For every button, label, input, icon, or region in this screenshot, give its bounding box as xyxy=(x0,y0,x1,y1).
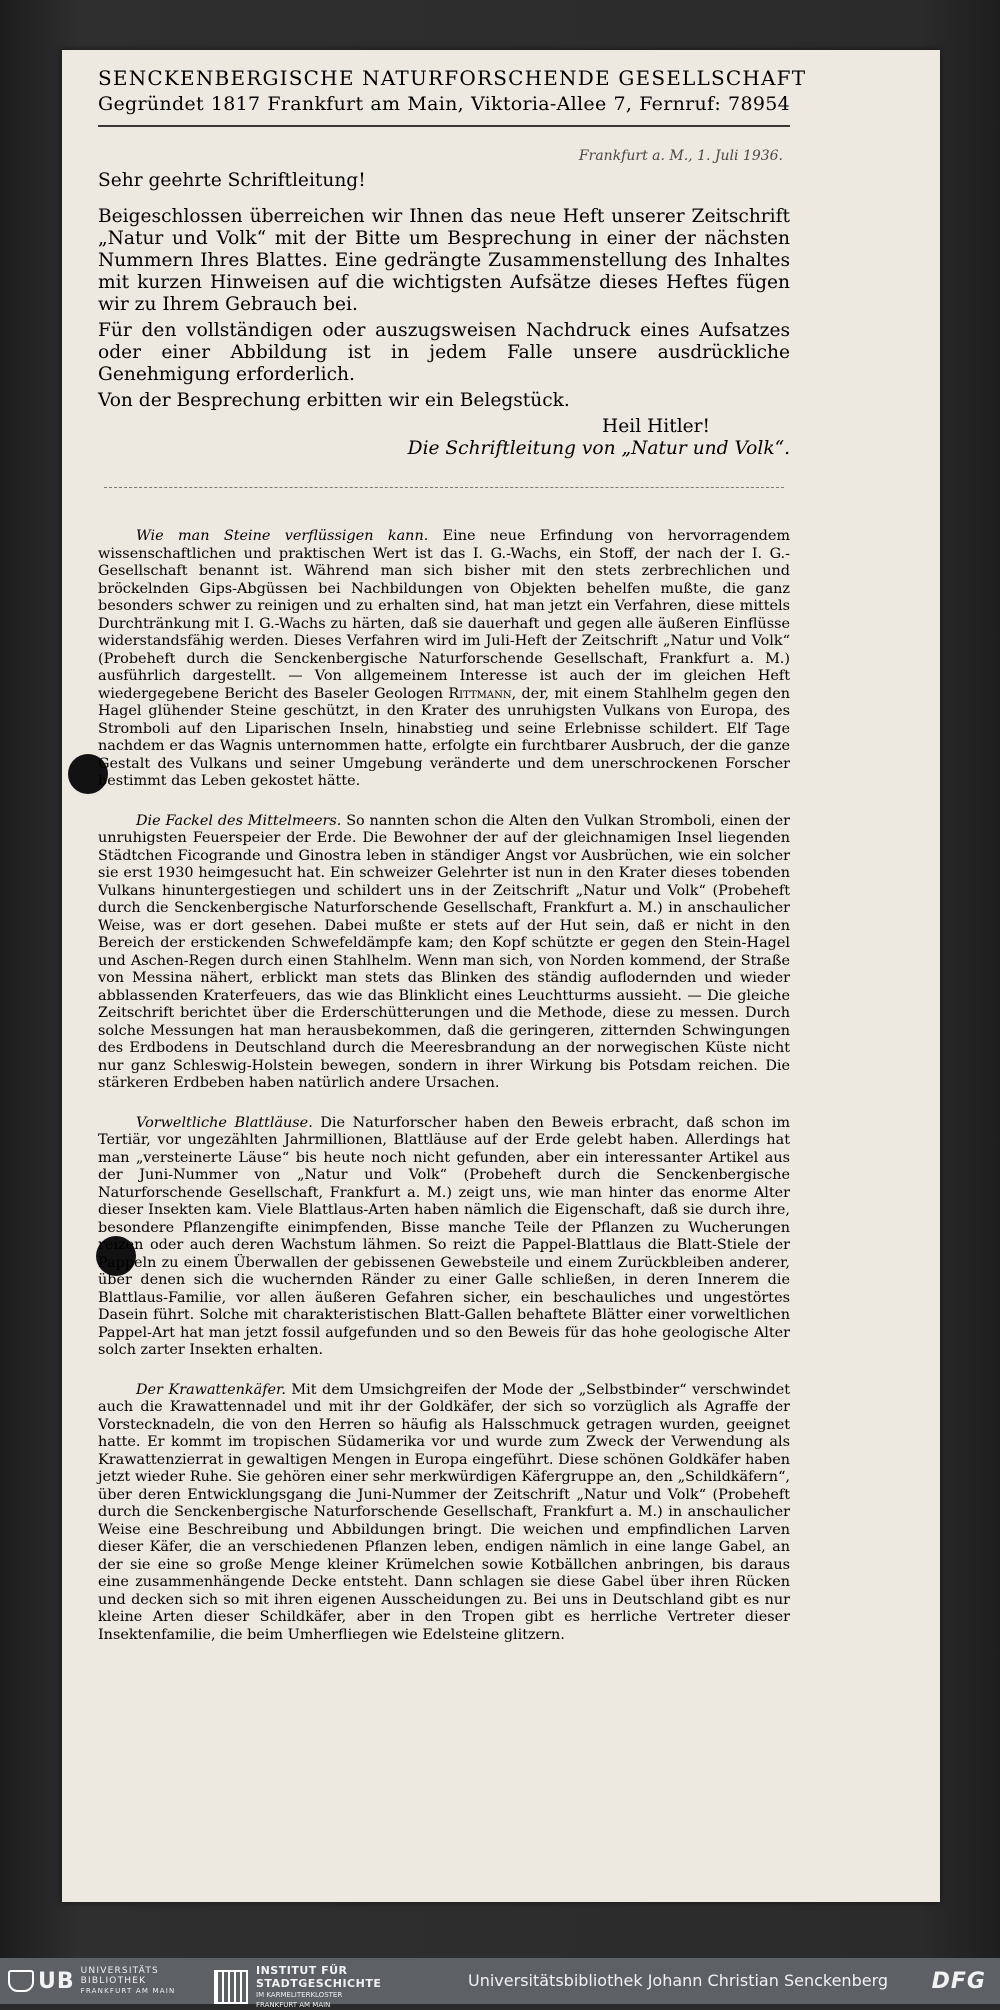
article-blattlaeuse xyxy=(98,1115,790,1360)
ub-line: FRANKFURT AM MAIN xyxy=(80,1987,176,1995)
ub-logo-text: UB xyxy=(38,1968,75,1994)
dashed-separator xyxy=(104,487,784,488)
letter-greeting: Sehr geehrte Schriftleitung! xyxy=(98,170,366,191)
dfg-logo[interactable]: DFG xyxy=(931,1969,986,1994)
ub-logo[interactable] xyxy=(8,1966,175,1996)
article-heading: Vorweltliche Blattläuse. xyxy=(136,1114,313,1131)
stadtgeschichte-lines xyxy=(256,1964,381,2010)
letter-signature: Die Schriftleitung von „Natur und Volk“. xyxy=(407,438,790,459)
letter-body xyxy=(98,170,790,460)
letter-paragraph: Für den vollständigen oder auszugsweisen Nachdruck eines Aufsatzes oder einer Abbildung ist in jedem Falle unsere ausdrückliche Genehmigung erforderlich. xyxy=(98,320,790,385)
article-heading: Wie man Steine verflüssigen kann. xyxy=(136,528,429,544)
ub-line: UNIVERSITÄTS xyxy=(80,1966,159,1976)
society-address: Gegründet 1817 Frankfurt am Main, Viktoria-Allee 7, Fernruf: 78954 xyxy=(98,93,790,115)
ub-line: BIBLIOTHEK xyxy=(80,1976,147,1986)
letter-paragraph: Beigeschlossen überreichen wir Ihnen das neue Heft unserer Zeitschrift „Natur und Volk“ mit der Bitte um Besprechung in einer der nächsten Nummern Ihres Blattes. Eine gedrängte Zusammenstellung des Inhaltes mit kurzen Hinweisen auf die wichtigsten Aufsätze dieses Heftes fügen wir zu Ihrem Gebrauch bei. xyxy=(98,206,790,315)
stadtgeschichte-logo[interactable] xyxy=(214,1964,381,2010)
inst-line: FRANKFURT AM MAIN xyxy=(256,2001,331,2009)
letter-date: Frankfurt a. M., 1. Juli 1936. xyxy=(578,148,783,164)
book-icon xyxy=(8,1970,34,1992)
article-text: Die Naturforscher haben den Beweis erbracht, daß schon im Tertiär, vor ungezählten Jahrmillionen, Blattläuse auf der Erde gelebt haben. Allerdings hat man „versteinerte Läuse“ bis heute noch nicht gefunden, aber ein interessanter Artikel aus der Juni-Nummer von „Natur und Volk“ (Probeheft durch die Senckenbergische Naturforschende Gesellschaft, Frankfurt a. M.) zeigt uns, wie man hinter das enorme Alter dieser Insekten kam. Viele Blattlaus-Arten haben nämlich die Eigenschaft, daß sie durch ihre, besondere Pflanzengifte einimpfenden, Bisse manche Teile der Pflanzen zu Wucherungen reizen oder auch deren Wachstum lähmen. So reizt die Pappel-Blattlaus die Blatt-Stiele der Pappeln zu einem Überwallen der gebissenen Gewebsteile und einem Zurückbleiben anderer, über denen sich die wuchernden Ränder zu einer Galle schließen, in deren Innerem die Blattlaus-Familie, vor allen äußeren Gefahren sicher, ein beschauliches und ungestörtes Dasein führt. Solche mit charakteristischen Blatt-Gallen behaftete Blätter einer vorweltlichen Pappel-Art hat man jetzt fossil aufgefunden und so den Beweis für das hohe geologische Alter solch zarter Insekten erhalten. xyxy=(98,1114,790,1358)
society-name: SENCKENBERGISCHE NATURFORSCHENDE GESELLSCHAFT xyxy=(98,66,807,90)
letterhead xyxy=(98,66,807,127)
columns-icon xyxy=(214,1970,248,2004)
article-text: So nannten schon die Alten den Vulkan Stromboli, einen der unruhigsten Feuerspeier der Erde. Die Bewohner der auf der gleichnamigen Insel liegenden Städtchen Ficogrande und Ginostra leben in ständiger Angst vor Ausbrüchen, wie ein solcher sie erst 1930 heimgesucht hat. Ein schweizer Gelehrter ist nun in den Krater dieses tobenden Vulkans hinuntergestiegen und schildert uns in der Zeitschrift „Natur und Volk“ (Probeheft durch die Senckenbergische Naturforschende Gesellschaft, Frankfurt a. M.) in anschaulicher Weise, was er dort gesehen. Dabei mußte er stets auf der Hut sein, daß er nicht in den Bereich der erstickenden Schwefeldämpfe kam; den Kopf schützte er gegen den Stein-Hagel und Aschen-Regen durch einen Stahlhelm. Wenn man sich, von Norden kommend, der Straße von Messina nähert, erblickt man stets das Blinken des ständig auflodernden und wieder abblassenden Kraterfeuers, das wie das Blinklicht eines Leuchtturms aussieht. — Die gleiche Zeitschrift berichtet über die Erderschütterungen und die Methode, diese zu messen. Durch solche Messungen hat man herausbekommen, daß die geringeren, zitternden Schwingungen des Erdbodens in Deutschland durch die Meeresbrandung an der norwegischen Küste nicht nur ganz Schleswig-Holstein bewegen, sondern in ihrer Wirkung bis Potsdam reichen. Die stärkeren Erdbeben haben natürlich andere Ursachen. xyxy=(98,812,790,1091)
library-name: Universitätsbibliothek Johann Christian Senckenberg xyxy=(468,1971,889,1990)
article-summaries xyxy=(98,528,790,1666)
inst-line: IM KARMELITERKLOSTER xyxy=(256,1991,343,1999)
letterhead-rule xyxy=(98,125,790,127)
article-person-name: Rittmann xyxy=(448,685,512,702)
article-fackel xyxy=(98,813,790,1093)
letter-closing: Heil Hitler! xyxy=(602,416,710,437)
article-krawattenkaefer xyxy=(98,1382,790,1645)
inst-line: STADTGESCHICHTE xyxy=(256,1977,382,1990)
article-heading: Der Krawattenkäfer. xyxy=(136,1381,286,1398)
inst-line: INSTITUT FÜR xyxy=(256,1964,348,1977)
ub-logo-lines xyxy=(81,1966,176,1996)
article-heading: Die Fackel des Mittelmeers. xyxy=(136,812,342,829)
article-steine xyxy=(98,528,790,791)
article-text: , der, mit einem Stahlhelm gegen den Hagel glühender Steine geschützt, in den Krater des unruhigsten Vulkans von Europa, des Stromboli auf den Liparischen Inseln, hinabstieg und seine Erlebnisse schildert. Elf Tage nachdem er das Wagnis unternommen hatte, erfolgte ein furchtbarer Ausbruch, der die ganze Gestalt des Vulkans und seiner Umgebung veränderte und dem unerschrockenen Forscher bestimmt das Leben gekostet hätte. xyxy=(98,685,790,789)
article-text: Eine neue Erfindung von hervorragendem wissenschaftlichen und praktischen Wert ist das I. G.-Wachs, ein Stoff, der nach der I. G.-Gesellschaft benannt ist. Während man sich bisher mit den stets zerbrechlichen und bröckelnden Gips-Abgüssen bei Nachbildungen von Objekten behelfen mußte, die ganz besonders schwer zu reinigen und zu erhalten sind, hat man jetzt ein Verfahren, diese mittels Durchtränkung mit I. G.-Wachs zu härten, daß sie dauerhaft und gegen alle äußeren Einflüsse widerstandsfähig werden. Dieses Verfahren wird im Juli-Heft der Zeitschrift „Natur und Volk“ (Probeheft durch die Senckenbergische Naturforschende Gesellschaft, Frankfurt a. M.) ausführlich dargestellt. — Von allgemeinem Interesse ist auch der im gleichen Heft wiedergegebene Bericht des Baseler Geologen xyxy=(98,528,790,702)
letter-paragraph: Von der Besprechung erbitten wir ein Belegstück. xyxy=(98,390,570,411)
viewer-footer xyxy=(0,1958,1000,2009)
article-text: Mit dem Umsichgreifen der Mode der „Selbstbinder“ verschwindet auch die Krawattennadel und mit ihr der Goldkäfer, der sich so vorzüglich als Agraffe der Vorstecknadeln, die von den Herren so häufig als Halsschmuck getragen wurden, geeignet hatte. Er kommt im tropischen Südamerika vor und wurde zum Zweck der Verwendung als Krawattenzierrat in gewaltigen Mengen in Europa eingeführt. Diese schönen Goldkäfer haben jetzt wieder Ruhe. Sie gehören einer sehr merkwürdigen Käfergruppe an, den „Schildkäfern“, über deren Entwicklungsgang die Juni-Nummer der Zeitschrift „Natur und Volk“ (Probeheft durch die Senckenbergische Naturforschende Gesellschaft, Frankfurt a. M.) in anschaulicher Weise eine Beschreibung und Abbildungen bringt. Die weichen und empfindlichen Larven dieser Käfer, die an verschiedenen Pflanzen leben, endigen nämlich in eine lange Gabel, an der sie eine so große Menge kleiner Krümelchen sowie Kotbällchen anbringen, bis daraus eine zusammenhängende Decke entsteht. Dann schlagen sie diese Gabel über ihren Rücken und decken sich so mit ihren eigenen Ausscheidungen zu. Bei uns in Deutschland gibt es nur kleine Arten dieser Schildkäfer, aber in den Tropen gibt es herrliche Vertreter dieser Insektenfamilie, die beim Umherfliegen wie Edelsteine glitzern. xyxy=(98,1381,791,1643)
